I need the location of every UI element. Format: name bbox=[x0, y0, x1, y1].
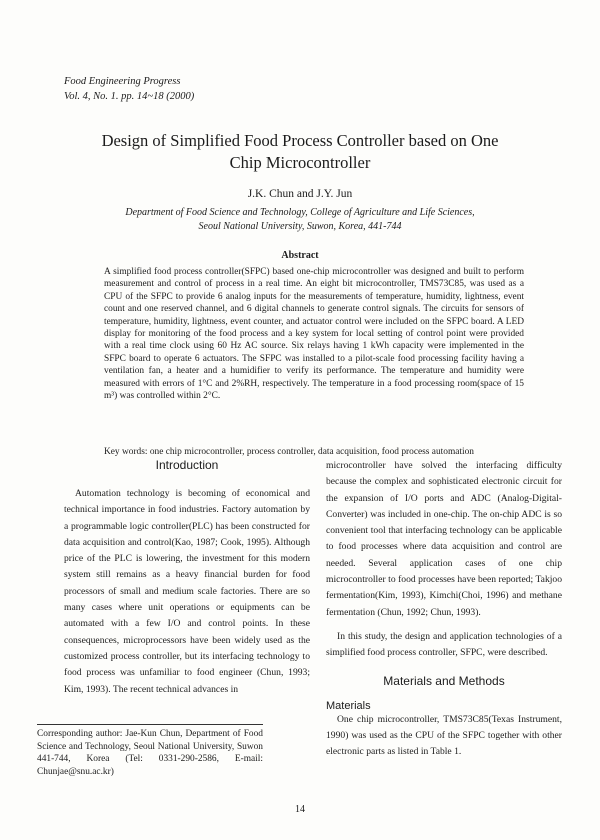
right-column bbox=[326, 458, 562, 760]
materials-subheading: Materials bbox=[326, 699, 371, 712]
authors: J.K. Chun and J.Y. Jun bbox=[247, 188, 353, 200]
affiliation-line-1: Department of Food Science and Technology, College of Agriculture and Life Sciences, bbox=[125, 207, 475, 218]
journal-name: Food Engineering Progress bbox=[64, 76, 181, 87]
keywords: Key words: one chip microcontroller, process controller, data acquisition, food process automation bbox=[104, 447, 474, 457]
left-column bbox=[64, 458, 310, 698]
title-line-2: Chip Microcontroller bbox=[229, 153, 371, 172]
page-number: 14 bbox=[295, 804, 305, 815]
affiliation bbox=[60, 206, 540, 234]
introduction-paragraph-1: Automation technology is becoming of economical and technical importance in food industries. Factory automation by a programmable logic controller(PLC) has been constructed for data acquisition and control(Kao, 1987; Cook, 1995). Although price of the PLC is lowering, the investment for this modern system still remains as a heavy financial burden for food processors of small and medium scale factories. There are so many cases where unit operations or equipments can be automated with a few I/O and control points. In these consequences, microprocessors have been widely used as the customized process controller, but its interfacing technology to food process was unfamiliar to food engineer (Chun, 1993; Kim, 1993). The recent technical advances in bbox=[64, 488, 310, 695]
abstract-heading: Abstract bbox=[281, 250, 319, 261]
title-line-1: Design of Simplified Food Process Controller based on One bbox=[101, 131, 499, 150]
introduction-paragraph-3: In this study, the design and application technologies of a simplified food process controller, SFPC, were described. bbox=[326, 630, 562, 659]
introduction-paragraph-2: microcontroller have solved the interfacing difficulty because the complex and sophisticated electronic circuit for the expansion of I/O ports and ADC (Analog-Digital-Converter) was included in one-chip. The on-chip ADC is so convenient tool that interfacing technology can be applicable to food processes where data acquisition and control are needed. Several application cases of one chip microcontroller to food processes have been reported; Takjoo fermentation(Kim, 1993), Kimchi(Choi, 1996) and methane fermentation (Chun, 1992; Chun, 1993). bbox=[326, 460, 562, 618]
corresponding-author-footnote: Corresponding author: Jae-Kun Chun, Department of Food Science and Technology, Seoul National University, Suwon 441-744, Korea (Tel: 0331-290-2586, E-mail: Chunjae@snu.ac.kr) bbox=[37, 729, 263, 777]
journal-volume: Vol. 4, No. 1. pp. 14~18 (2000) bbox=[64, 91, 195, 102]
paper-title bbox=[60, 130, 540, 174]
methods-heading: Materials and Methods bbox=[383, 673, 505, 688]
affiliation-line-2: Seoul National University, Suwon, Korea, 441-744 bbox=[198, 221, 402, 232]
journal-header bbox=[64, 74, 194, 104]
materials-paragraph-1: One chip microcontroller, TMS73C85(Texas Instrument, 1990) was used as the CPU of the SFPC together with other electronic parts as listed in Table 1. bbox=[326, 713, 562, 758]
abstract-text: A simplified food process controller(SFPC) based one-chip microcontroller was designed and built to perform measurement and control of process in a real time. An eight bit microcontroller, TMS73C85, was used as a CPU of the SFPC to provide 6 analog inputs for the measurements of temperature, humidity, lightness, event count and one reserved channel, and 6 digital channels to generate control signals. The circuits for sensors of temperature, humidity, lightness, event counter, and actuator control were included on the SFPC board. A LED display for monitoring of the food process and a key system for local setting of control point were provided with a real time clock using 60 Hz AC source. Six relays having 1 kWh capacity were implemented in the SFPC board to operate 6 actuators. The SFPC was installed to a pilot-scale food processing facility having a ventilation fan, a heater and a humidifier to verify its performance. The temperature and humidity were measured with errors of 1°C and 2%RH, respectively. The temperature in a food processing room(space of 15 m³) was controlled within 2°C. bbox=[104, 267, 524, 402]
introduction-heading: Introduction bbox=[155, 458, 219, 472]
footnote-divider bbox=[37, 724, 263, 725]
